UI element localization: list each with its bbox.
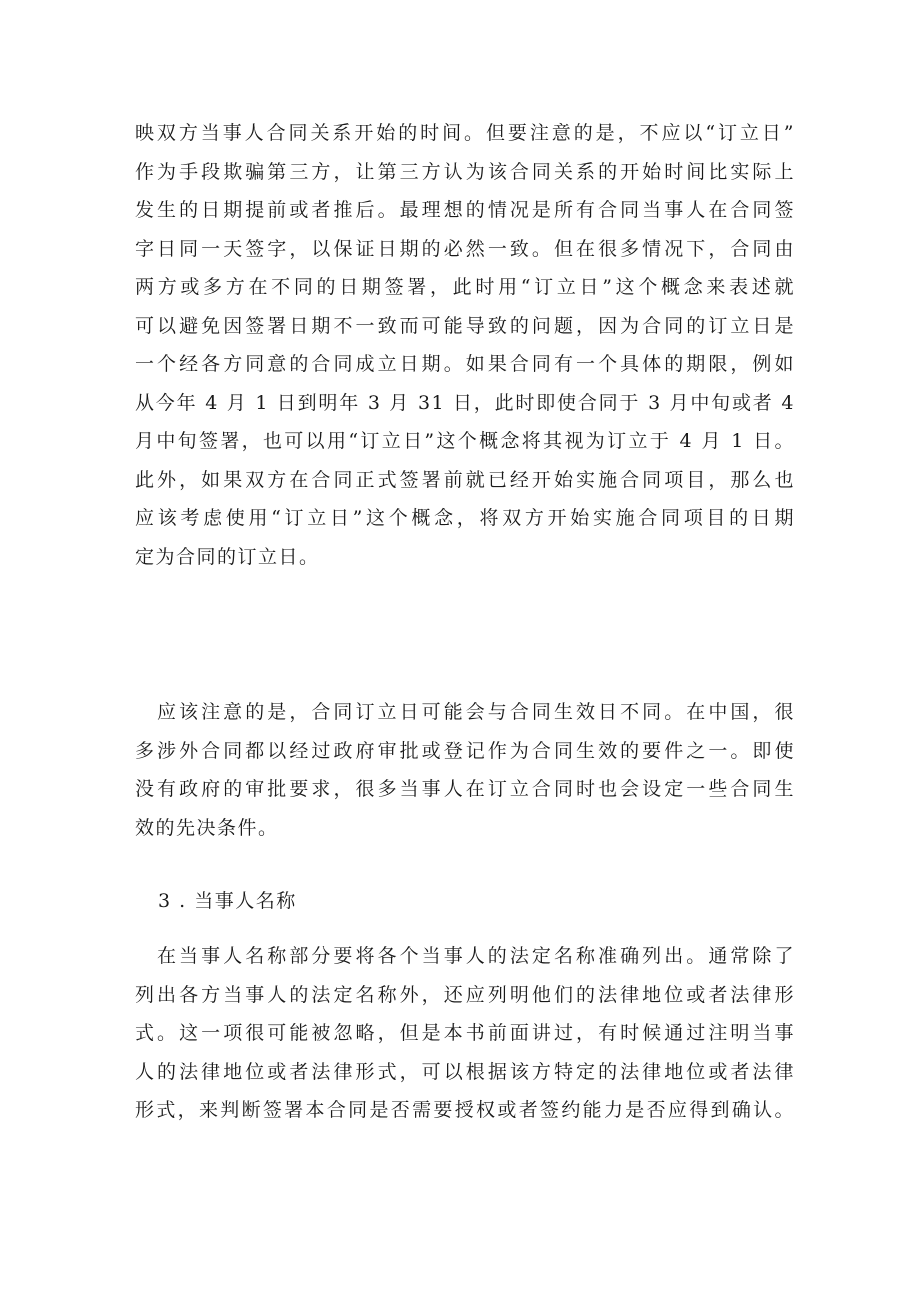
paragraph-1-line: 可以避免因签署日期不一致而可能导致的问题，因为合同的订立日是 bbox=[135, 314, 795, 337]
paragraph-2-line: 没有政府的审批要求，很多当事人在订立合同时也会设定一些合同生 bbox=[135, 778, 795, 800]
paragraph-1-line: 两方或多方在不同的日期签署，此时用“订立日”这个概念来表述就 bbox=[135, 276, 795, 298]
paragraph-1-line: 一个经各方同意的合同成立日期。如果合同有一个具体的期限，例如 bbox=[135, 353, 795, 375]
paragraph-3 bbox=[135, 937, 795, 1130]
paragraph-2-line: 应该注意的是，合同订立日可能会与合同生效日不同。在中国，很 bbox=[157, 701, 795, 723]
paragraph-2-line: 多涉外合同都以经过政府审批或登记作为合同生效的要件之一。即使 bbox=[135, 739, 795, 762]
paragraph-1-line: 应该考虑使用“订立日”这个概念，将双方开始实施合同项目的日期 bbox=[135, 507, 795, 529]
paragraph-3-line: 列出各方当事人的法定名称外，还应列明他们的法律地位或者法律形 bbox=[135, 983, 795, 1006]
paragraph-1 bbox=[135, 114, 795, 576]
paragraph-1-line: 月中旬签署，也可以用“订立日”这个概念将其视为订立于 4 月 1 日。 bbox=[135, 430, 795, 452]
paragraph-1-line: 从今年 4 月 1 日到明年 3 月 31 日，此时即使合同于 3 月中旬或者 4 bbox=[135, 391, 795, 414]
paragraph-3-line: 人的法律地位或者法律形式，可以根据该方特定的法律地位或者法律 bbox=[135, 1060, 795, 1083]
paragraph-1-line: 映双方当事人合同关系开始的时间。但要注意的是，不应以“订立日” bbox=[135, 122, 795, 144]
paragraph-2-line: 效的先决条件。 bbox=[135, 816, 279, 839]
section-heading: 3 . 当事人名称 bbox=[158, 890, 297, 912]
paragraph-1-line: 发生的日期提前或者推后。最理想的情况是所有合同当事人在合同签 bbox=[135, 199, 795, 221]
paragraph-3-line: 在当事人名称部分要将各个当事人的法定名称准确列出。通常除了 bbox=[157, 945, 795, 967]
paragraph-1-line: 定为合同的订立日。 bbox=[135, 545, 320, 568]
paragraph-1-line: 字日同一天签字，以保证日期的必然一致。但在很多情况下，合同由 bbox=[135, 237, 795, 260]
paragraph-1-line: 此外，如果双方在合同正式签署前就已经开始实施合同项目，那么也 bbox=[135, 468, 795, 491]
paragraph-3-line: 式。这一项很可能被忽略，但是本书前面讲过，有时候通过注明当事 bbox=[135, 1022, 795, 1044]
paragraph-2 bbox=[135, 693, 795, 847]
paragraph-3-line: 形式，来判断签署本合同是否需要授权或者签约能力是否应得到确认。 bbox=[135, 1099, 795, 1121]
paragraph-1-line: 作为手段欺骗第三方，让第三方认为该合同关系的开始时间比实际上 bbox=[135, 160, 795, 183]
